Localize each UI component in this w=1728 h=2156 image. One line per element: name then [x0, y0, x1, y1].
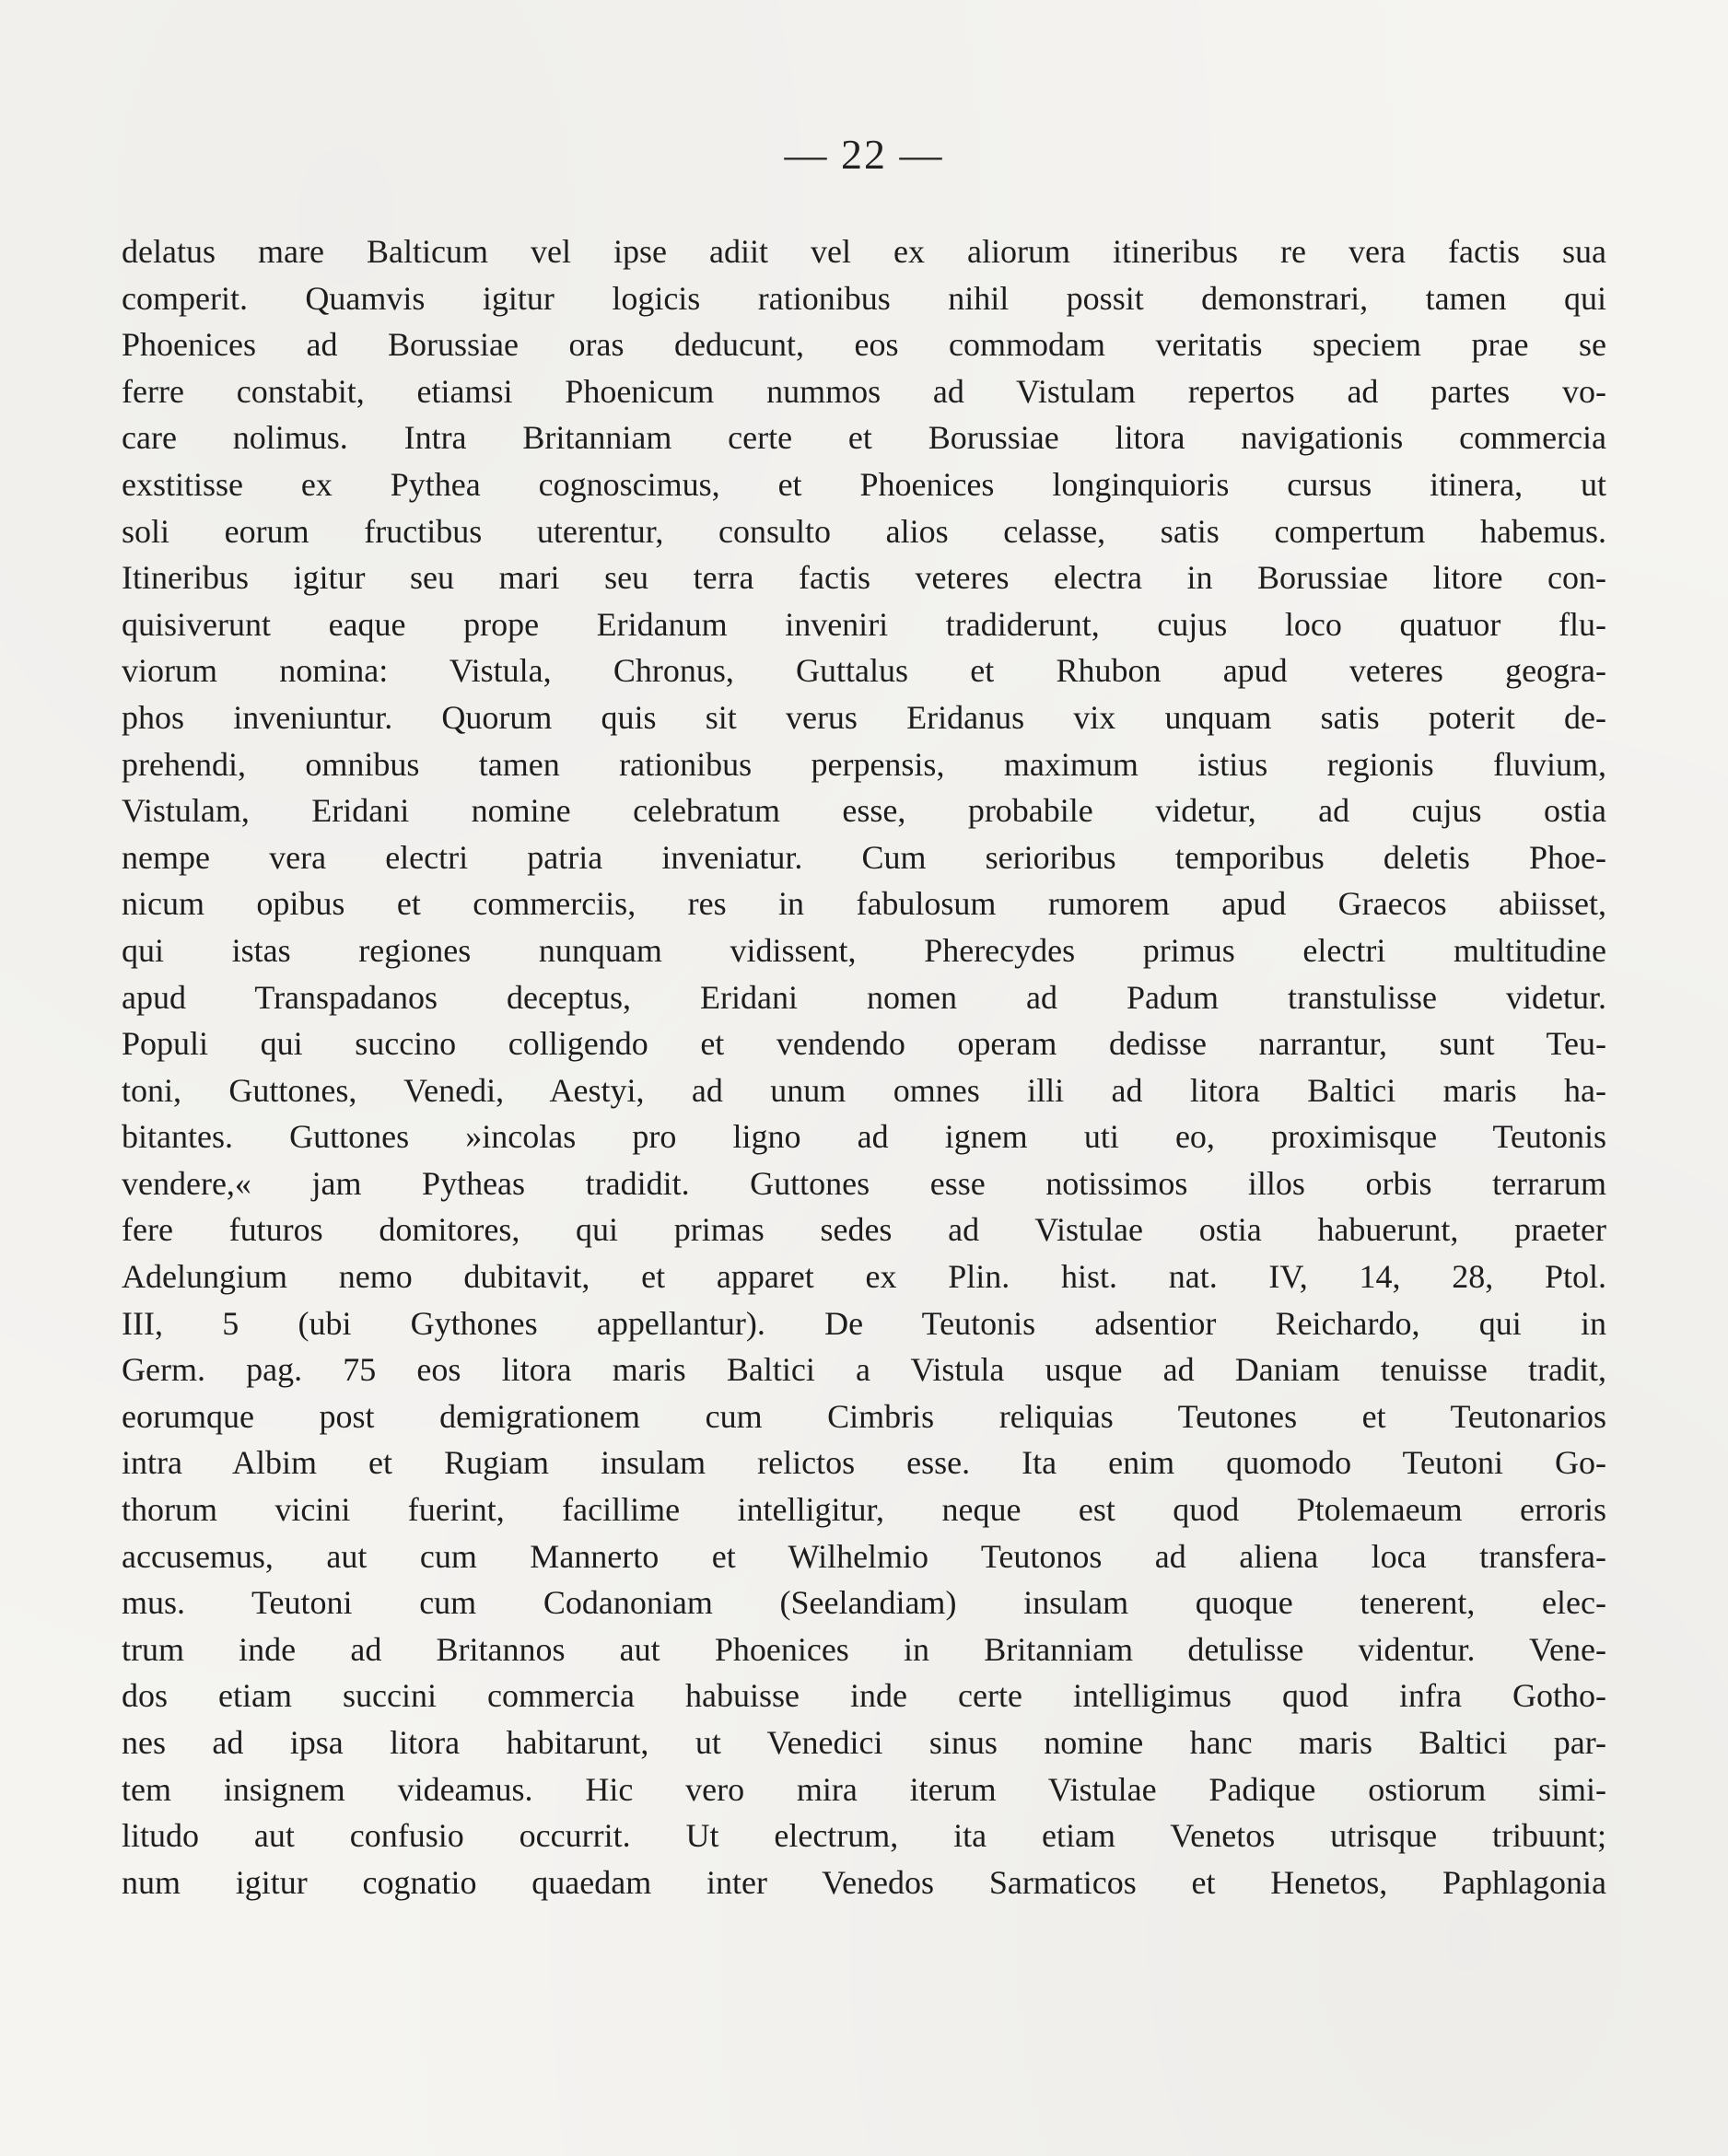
text-line: care nolimus. Intra Britanniam certe et Borussiae litora navigationis commercia [122, 419, 1606, 457]
text-line: litudo aut confusio occurrit. Ut electrum, ita etiam Venetos utrisque tribuunt; [122, 1817, 1606, 1855]
text-line: Populi qui succino colligendo et vendendo operam dedisse narrantur, sunt Teu- [122, 1025, 1606, 1063]
text-line: toni, Guttones, Venedi, Aestyi, ad unum omnes illi ad litora Baltici maris ha- [122, 1071, 1606, 1109]
text-line: nempe vera electri patria inveniatur. Cum serioribus temporibus deletis Phoe- [122, 838, 1606, 876]
page-number: — 22 — [784, 131, 944, 178]
text-line: prehendi, omnibus tamen rationibus perpensis, maximum istius regionis fluvium, [122, 745, 1606, 783]
text-line: Phoenices ad Borussiae oras deducunt, eos commodam veritatis speciem prae se [122, 326, 1606, 364]
text-line: phos inveniuntur. Quorum quis sit verus Eridanus vix unquam satis poterit de- [122, 698, 1606, 736]
text-line: nes ad ipsa litora habitarunt, ut Venedici sinus nomine hanc maris Baltici par- [122, 1724, 1606, 1761]
text-line: eorumque post demigrationem cum Cimbris reliquias Teutones et Teutonarios [122, 1397, 1606, 1435]
text-line: apud Transpadanos deceptus, Eridani nomen ad Padum transtulisse videtur. [122, 978, 1606, 1016]
text-line: soli eorum fructibus uterentur, consulto alios celasse, satis compertum habemus. [122, 512, 1606, 550]
text-line: nicum opibus et commerciis, res in fabulosum rumorem apud Graecos abiisset, [122, 885, 1606, 923]
text-line: trum inde ad Britannos aut Phoenices in Britanniam detulisse videntur. Vene- [122, 1630, 1606, 1668]
text-line: mus. Teutoni cum Codanoniam (Seelandiam) insulam quoque tenerent, elec- [122, 1584, 1606, 1622]
text-line: Germ. pag. 75 eos litora maris Baltici a Vistula usque ad Daniam tenuisse tradit, [122, 1351, 1606, 1389]
text-line: intra Albim et Rugiam insulam relictos esse. Ita enim quomodo Teutoni Go- [122, 1444, 1606, 1482]
body-text [122, 228, 1606, 1905]
text-line: vendere,« jam Pytheas tradidit. Guttones esse notissimos illos orbis terrarum [122, 1164, 1606, 1202]
text-line: viorum nomina: Vistula, Chronus, Guttalus et Rhubon apud veteres geogra- [122, 652, 1606, 690]
text-line: exstitisse ex Pythea cognoscimus, et Phoenices longinquioris cursus itinera, ut [122, 465, 1606, 503]
text-line: Vistulam, Eridani nomine celebratum esse, probabile videtur, ad cujus ostia [122, 792, 1606, 830]
text-line: accusemus, aut cum Mannerto et Wilhelmio Teutonos ad aliena loca transfera- [122, 1537, 1606, 1575]
text-line: num igitur cognatio quaedam inter Venedos Sarmaticos et Henetos, Paphlagonia [122, 1863, 1606, 1901]
text-line: Itineribus igitur seu mari seu terra factis veteres electra in Borussiae litore con- [122, 559, 1606, 597]
text-line: ferre constabit, etiamsi Phoenicum nummos ad Vistulam repertos ad partes vo- [122, 372, 1606, 410]
text-line: thorum vicini fuerint, facillime intelligitur, neque est quod Ptolemaeum erroris [122, 1491, 1606, 1529]
text-line: tem insignem videamus. Hic vero mira iterum Vistulae Padique ostiorum simi- [122, 1770, 1606, 1808]
text-line: fere futuros domitores, qui primas sedes ad Vistulae ostia habuerunt, praeter [122, 1211, 1606, 1249]
text-line: qui istas regiones nunquam vidissent, Pherecydes primus electri multitudine [122, 931, 1606, 969]
text-line: bitantes. Guttones »incolas pro ligno ad ignem uti eo, proximisque Teutonis [122, 1118, 1606, 1156]
text-line: comperit. Quamvis igitur logicis rationibus nihil possit demonstrari, tamen qui [122, 279, 1606, 317]
text-line: quisiverunt eaque prope Eridanum inveniri tradiderunt, cujus loco quatuor flu- [122, 605, 1606, 643]
text-line: delatus mare Balticum vel ipse adiit vel ex aliorum itineribus re vera factis sua [122, 233, 1606, 270]
text-line: III, 5 (ubi Gythones appellantur). De Teutonis adsentior Reichardo, qui in [122, 1304, 1606, 1342]
text-line: Adelungium nemo dubitavit, et apparet ex Plin. hist. nat. IV, 14, 28, Ptol. [122, 1258, 1606, 1296]
text-line: dos etiam succini commercia habuisse inde certe intelligimus quod infra Gotho- [122, 1677, 1606, 1715]
